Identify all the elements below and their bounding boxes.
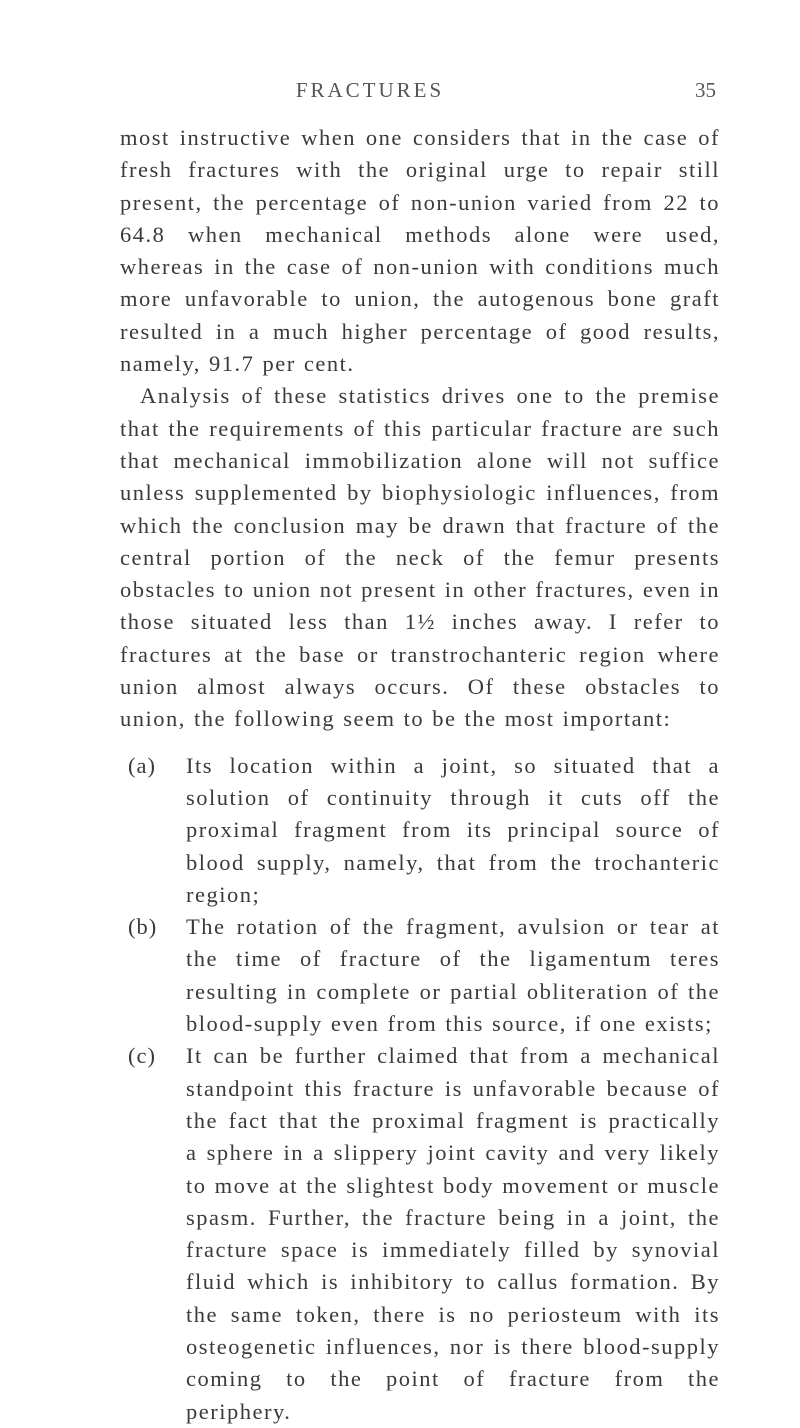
list-item-text: It can be further claimed that from a mechanical standpoint this fracture is unfavorable because of the fact that the proximal fragment is practically a sphere in a slippery joint cavity and very likely to move at the slightest body movement or muscle spasm. Further, the fracture being in a joint, the fracture space is immediately filled by synovial fluid which is inhibitory to callus formation. By the same token, there is no periosteum with its osteogenetic influences, nor is there blood-supply coming to the point of fracture from the periphery. [186,1043,720,1424]
paragraph-continuation: most instructive when one considers that in the case of fresh fractures with the original urge to repair still present, the percentage of non-union varied from 22 to 64.8 when mechanical methods alone were used, whereas in the case of non-union with conditions much more unfavorable to union, the autogenous bone graft resulted in a much higher percentage of good results, namely, 91.7 per cent. [120,125,720,377]
page-header [0,78,800,108]
list-item [120,911,720,1040]
list-item-text: Its location within a joint, so situated that a solution of continuity through it cuts off the proximal fragment from its principal source of blood supply, namely, that from the trochanteric region; [186,752,720,907]
list-item-text: The rotation of the fragment, avulsion or tear at the time of fracture of the ligamentum teres resulting in complete or partial obliteration of the blood-supply even from this source, if one exists; [186,914,720,1037]
running-title: FRACTURES [295,78,445,102]
list-marker: (a) [128,752,156,778]
paragraph-analysis: Analysis of these statistics drives one to the premise that the requirements of this particular fracture are such that mechanical immobilization alone will not suffice unless supplemented by biophysiologic influences, from which the conclusion may be drawn that fracture of the central portion of the neck of the femur presents obstacles to union not present in other fractures, even in those situated less than 1½ inches away. I refer to fractures at the base or transtrochanteric region where union almost always occurs. Of these obstacles to union, the following seem to be the most important: [120,383,720,732]
list-marker: (b) [128,914,158,940]
obstacles-list [120,750,720,1428]
body-text [120,122,720,1428]
list-marker: (c) [128,1043,156,1069]
list-item [120,1040,720,1428]
list-item [120,750,720,911]
page-number: 35 [695,78,716,102]
